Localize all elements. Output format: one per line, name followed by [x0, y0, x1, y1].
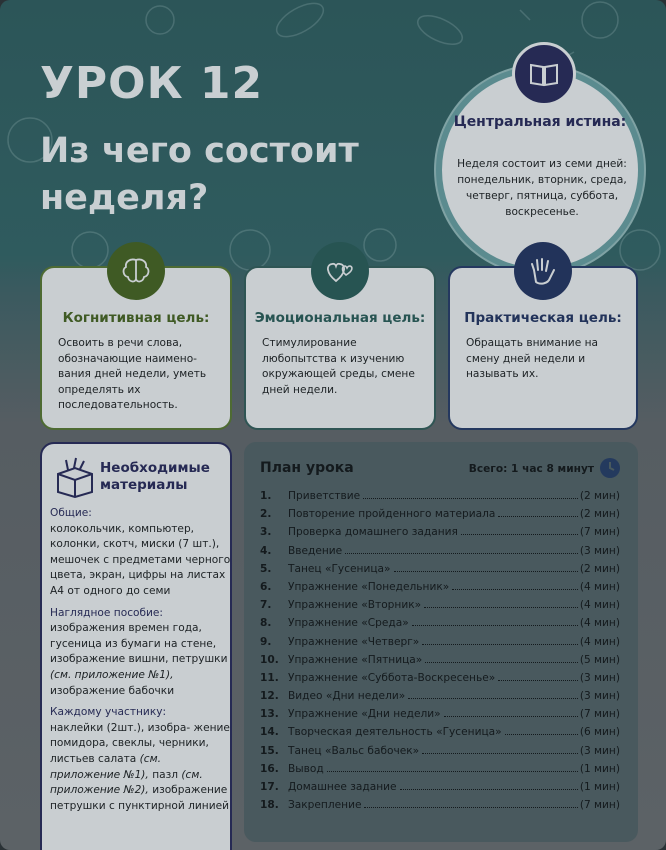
lesson-number: УРОК 12: [40, 58, 264, 109]
plan-item-name: Упражнение «Суббота-Воскресенье»: [288, 671, 496, 684]
leader-dots: [424, 607, 578, 608]
lesson-title: Из чего состоит неделя?: [40, 131, 359, 218]
plan-item-number: 11.: [260, 671, 279, 684]
clock-icon: [600, 458, 620, 478]
plan-item-time: (3 мин): [579, 544, 620, 557]
plan-item-number: 16.: [260, 762, 279, 775]
plan-item: [260, 490, 620, 508]
plan-item: [260, 745, 620, 763]
plan-item: [260, 545, 620, 563]
leader-dots: [400, 789, 578, 790]
leader-dots: [461, 534, 578, 535]
plan-item-time: (5 мин): [579, 653, 620, 666]
plan-item-time: (3 мин): [579, 744, 620, 757]
plan-item-name: Видео «Дни недели»: [288, 690, 406, 703]
plan-item-number: 17.: [260, 781, 279, 793]
plan-item-number: 12.: [260, 690, 279, 703]
plan-item-number: 3.: [260, 526, 272, 539]
emotional-goal-card: [244, 266, 436, 430]
materials-title: Необходимые материалы: [100, 460, 210, 493]
plan-item-name: Домашнее задание: [288, 781, 397, 793]
plan-item-name: Упражнение «Дни недели»: [288, 708, 441, 721]
plan-item: [260, 508, 620, 526]
plan-item: [260, 781, 620, 799]
materials-general-text: колокольчик, компьютер, колонки, скотч, миски (7 шт.), мешочек с предметами черного цвета, экран, цифры на листах А4 от одного до семи: [50, 522, 231, 597]
plan-item-name: Упражнение «Вторник»: [288, 599, 422, 612]
plan-item: [260, 526, 620, 544]
plan-item-time: (4 мин): [579, 617, 620, 630]
plan-item-time: (3 мин): [579, 690, 620, 703]
goal-title: Эмоциональная цель:: [254, 310, 426, 326]
plan-item-time: (4 мин): [579, 599, 620, 612]
hand-icon: [514, 242, 572, 300]
plan-item-number: 1.: [260, 490, 272, 502]
plan-item-time: (7 мин): [579, 526, 620, 539]
plan-item-number: 8.: [260, 617, 272, 630]
plan-item-number: 9.: [260, 635, 272, 648]
materials-body: [50, 506, 232, 814]
plan-item-time: (7 мин): [579, 708, 620, 721]
leader-dots: [498, 680, 578, 681]
leader-dots: [364, 807, 577, 808]
plan-total-time: Всего: 1 час 8 минут: [468, 463, 594, 475]
plan-item: [260, 563, 620, 581]
goal-title: Практическая цель:: [464, 310, 622, 326]
plan-item: [260, 708, 620, 726]
goal-title: Когнитивная цель:: [62, 310, 210, 326]
plan-item-time: (7 мин): [579, 799, 620, 812]
leader-dots: [425, 662, 578, 663]
plan-item-time: (3 мин): [579, 671, 620, 684]
goal-text: Освоить в речи слова, обозначающие наимено- вания дней недели, уметь определять их последовательность.: [58, 337, 207, 411]
leader-dots: [422, 753, 578, 754]
plan-item-time: (1 мин): [579, 762, 620, 775]
plan-title: План урока: [260, 460, 354, 476]
plan-item-name: Упражнение «Четверг»: [288, 635, 420, 648]
plan-item-number: 15.: [260, 744, 279, 757]
plan-item-name: Введение: [288, 544, 343, 557]
plan-item-number: 18.: [260, 799, 279, 812]
plan-item-name: Вывод: [288, 762, 324, 775]
materials-card: [40, 442, 232, 850]
plan-item-number: 2.: [260, 508, 272, 521]
leader-dots: [505, 734, 578, 735]
plan-item: [260, 763, 620, 781]
plan-item-number: 7.: [260, 599, 272, 612]
plan-item-time: (2 мин): [579, 490, 620, 502]
plan-item-number: 14.: [260, 726, 279, 739]
leader-dots: [444, 716, 578, 717]
plan-item: [260, 617, 620, 635]
goal-text: Стимулирование любопытства к изучению окружающей среды, смене дней недели.: [262, 337, 415, 396]
plan-item-name: Упражнение «Понедельник»: [288, 580, 450, 593]
materials-each-text: наклейки (2шт.), изобра- жение помидора, свеклы, черники, листьев салата (см. приложение №1), пазл (см. приложение №2), изображение петрушки с пунктирной линией: [50, 721, 230, 812]
plan-item-time: (2 мин): [579, 508, 620, 521]
leader-dots: [394, 571, 578, 572]
plan-item-time: (1 мин): [579, 781, 620, 793]
plan-item: [260, 672, 620, 690]
materials-general-label: Общие:: [50, 507, 92, 519]
leader-dots: [327, 771, 578, 772]
book-icon: [512, 42, 576, 106]
brain-icon: [107, 242, 165, 300]
plan-item: [260, 726, 620, 744]
plan-item: [260, 690, 620, 708]
leader-dots: [408, 698, 578, 699]
plan-item: [260, 599, 620, 617]
plan-item-name: Приветствие: [288, 490, 361, 502]
materials-each-label: Каждому участнику:: [50, 706, 167, 719]
materials-visual-text: изображения времен года, гусеница из бумаги на стене, изображение вишни, петрушки (см. приложение №1), изображение бабочки: [50, 622, 228, 697]
hearts-icon: [311, 242, 369, 300]
plan-item-name: Закрепление: [288, 799, 362, 812]
plan-list: [260, 490, 620, 817]
plan-item-number: 6.: [260, 580, 272, 593]
leader-dots: [422, 644, 578, 645]
cognitive-goal-card: [40, 266, 232, 430]
plan-item-name: Повторение пройденного материала: [288, 508, 496, 521]
central-truth-text: Неделя состоит из семи дней: понедельник, вторник, среда, четверг, пятница, суббота, воскресенье.: [457, 158, 627, 218]
plan-item-name: Танец «Гусеница»: [288, 562, 391, 575]
plan-item-number: 10.: [260, 653, 279, 666]
plan-item-time: (4 мин): [579, 580, 620, 593]
plan-item-name: Упражнение «Среда»: [288, 617, 409, 630]
leader-dots: [498, 516, 577, 517]
plan-item-name: Проверка домашнего задания: [288, 526, 458, 539]
plan-item-number: 4.: [260, 544, 272, 557]
materials-box-icon: [54, 456, 96, 502]
plan-item-name: Танец «Вальс бабочек»: [288, 744, 420, 757]
plan-item: [260, 581, 620, 599]
plan-item: [260, 799, 620, 817]
leader-dots: [452, 589, 578, 590]
plan-item-name: Творческая деятельность «Гусеница»: [288, 726, 502, 739]
plan-item-number: 5.: [260, 562, 272, 575]
leader-dots: [363, 498, 578, 499]
plan-item: [260, 654, 620, 672]
practical-goal-card: [448, 266, 638, 430]
plan-item-time: (6 мин): [579, 726, 620, 739]
plan-item-time: (2 мин): [579, 562, 620, 575]
plan-item-time: (4 мин): [579, 635, 620, 648]
leader-dots: [345, 553, 578, 554]
materials-visual-label: Наглядное пособие:: [50, 606, 164, 619]
leader-dots: [412, 625, 578, 626]
plan-item: [260, 636, 620, 654]
plan-item-name: Упражнение «Пятница»: [288, 653, 423, 666]
goal-text: Обращать внимание на смену дней недели и называть их.: [466, 337, 598, 380]
plan-item-number: 13.: [260, 708, 279, 721]
lesson-plan-card: [244, 442, 638, 842]
central-truth-title: Центральная истина:: [453, 114, 627, 130]
